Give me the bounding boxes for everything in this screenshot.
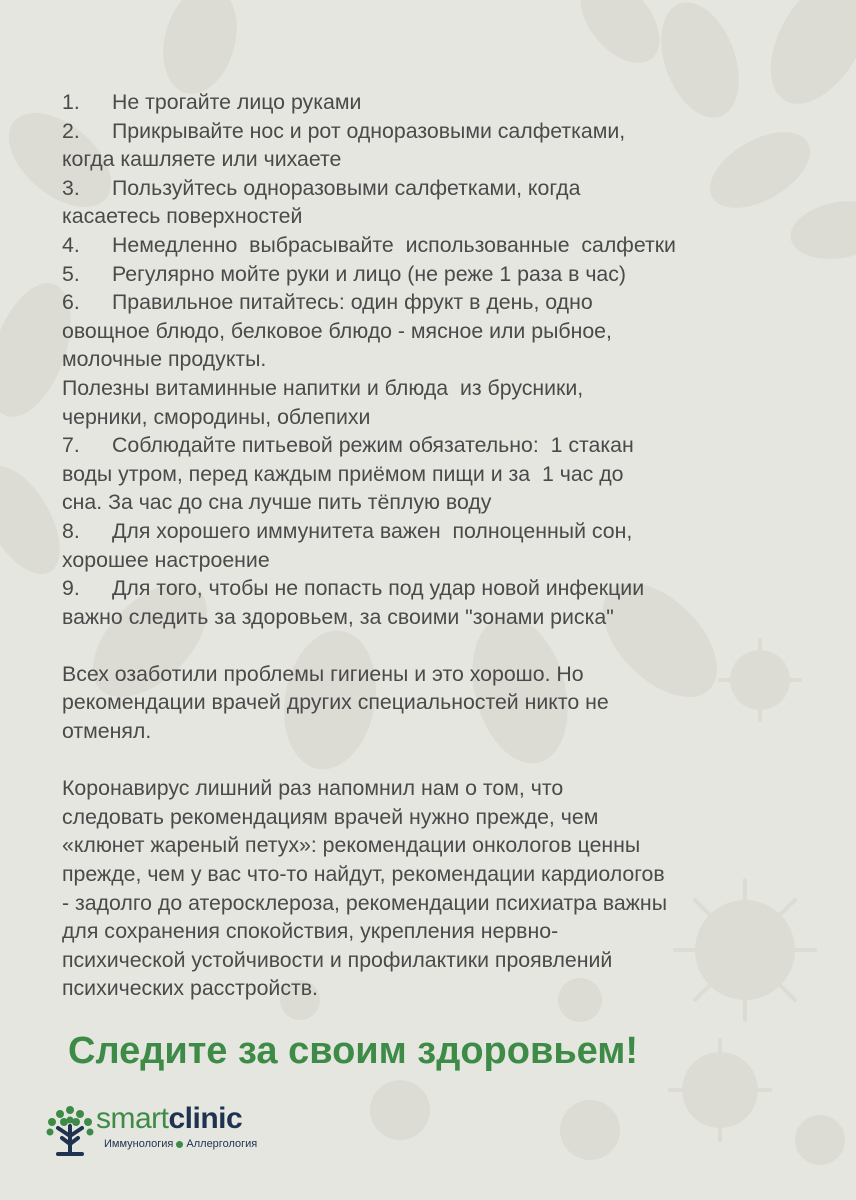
text-line: прежде, чем у вас что-то найдут, рекомендации кардиологов [62,862,665,887]
logo-smart: smart [96,1102,169,1135]
text-line: для сохранения спокойствия, укрепления нервно- [62,919,559,944]
text-line: когда кашляете или чихаете [62,147,342,172]
text-line: овощное блюдо, белковое блюдо - мясное или рыбное, [62,318,612,343]
logo-clinic: clinic [168,1102,243,1135]
text-line: 3. Пользуйтесь одноразовыми салфетками, когда [62,175,581,200]
text-line: черники, смородины, облепихи [62,404,371,429]
logo-sub-right: Аллергология [186,1138,258,1150]
text-line: «клюнет жареный петух»: рекомендации онкологов ценны [62,833,641,858]
text-line: 6. Правильное питайтесь: один фрукт в день, одно [62,290,593,315]
text-line: - задолго до атеросклероза, рекомендации психиатра важны [62,890,667,915]
tree-logo-icon [44,1102,96,1158]
logo-sub-left: Иммунология [104,1138,174,1150]
text-line: 5. Регулярно мойте руки и лицо (не реже 1 раза в час) [62,261,627,286]
logo-dot-icon [176,1141,183,1148]
slogan: Следите за своим здоровьем! [68,1030,639,1072]
text-line: 8. Для хорошего иммунитета важен полноценный сон, [62,518,633,543]
text-line: 9. Для того, чтобы не попасть под удар новой инфекции [62,576,645,601]
body-text [62,88,802,1003]
text-line: 1. Не трогайте лицо руками [62,90,362,114]
text-line: отменял. [62,719,152,744]
text-line: следовать рекомендациям врачей нужно прежде, чем [62,804,599,829]
text-line: важно следить за здоровьем, за своими "зонами риска" [62,604,614,629]
text-line: психической устойчивости и профилактики проявлений [62,947,613,972]
text-line: хорошее настроение [62,547,270,572]
text-line: 7. Соблюдайте питьевой режим обязательно: 1 стакан [62,433,634,458]
text-line: психических расстройств. [62,976,318,1001]
text-line: Полезны витаминные напитки и блюда из брусники, [62,375,584,400]
text-line: 4. Немедленно выбрасывайте использованные салфетки [62,232,676,257]
logo-subtitle [104,1138,257,1150]
blank-line [62,631,802,660]
text-line: воды утром, перед каждым приёмом пищи и за 1 час до [62,461,624,486]
text-line: 2. Прикрывайте нос и рот одноразовыми салфетками, [62,118,626,143]
blank-line [62,746,802,775]
smartclinic-logo [44,1102,274,1162]
text-line: рекомендации врачей других специальностей никто не [62,690,609,715]
text-line: Всех озаботили проблемы гигиены и это хорошо. Но [62,661,584,686]
logo-wordmark [96,1102,242,1136]
text-line: касаетесь поверхностей [62,204,303,229]
text-line: сна. За час до сна лучше пить тёплую воду [62,490,492,515]
text-line: молочные продукты. [62,347,267,372]
text-line: Коронавирус лишний раз напомнил нам о том, что [62,776,564,801]
